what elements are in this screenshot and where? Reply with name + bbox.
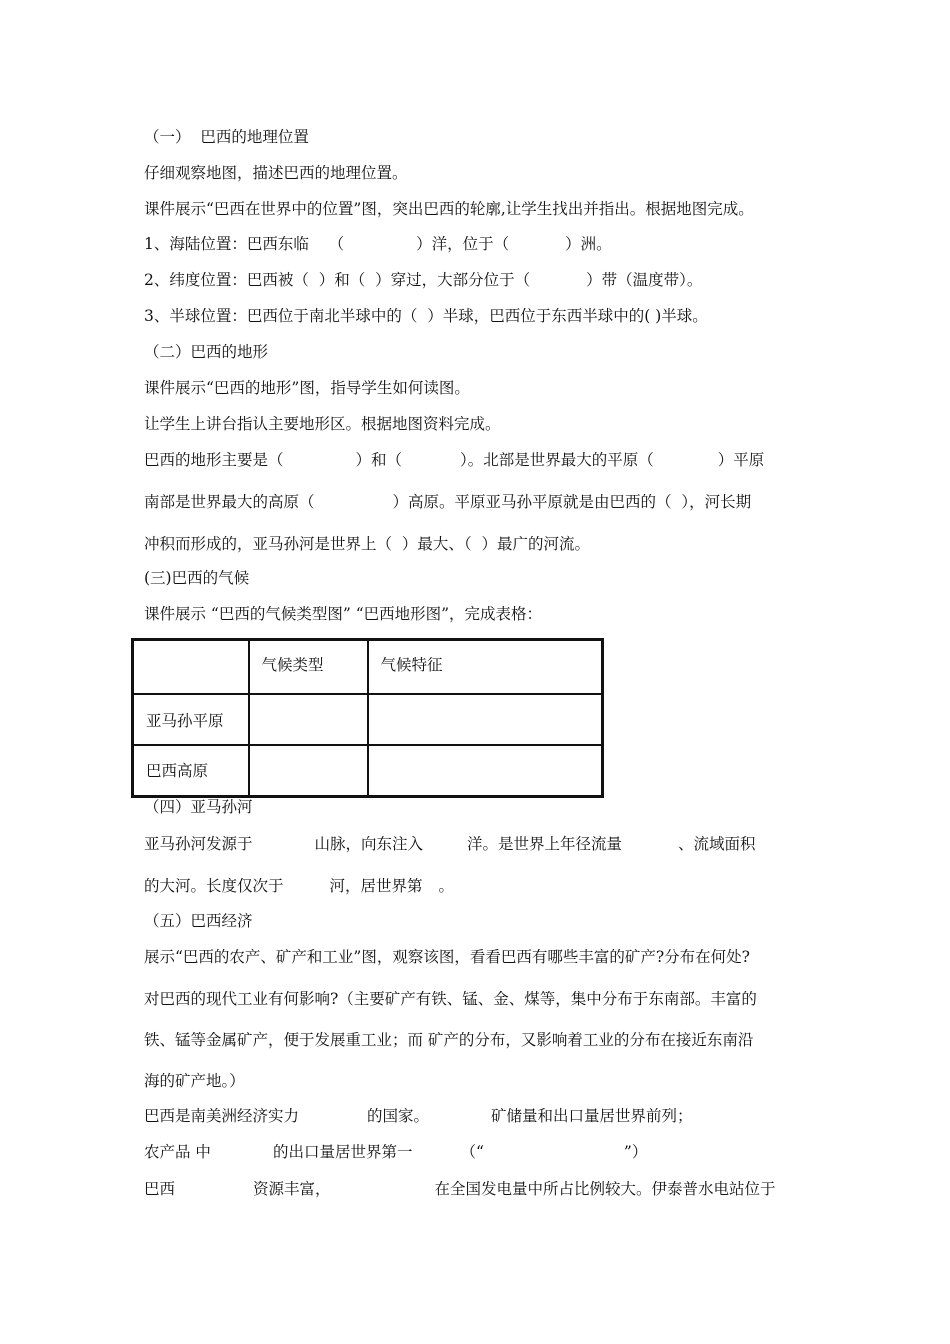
table-cell — [249, 694, 368, 745]
text-run: ）带（温度带）。 — [586, 271, 703, 289]
text-run: 2、纬度位置：巴西被（ ）和（ ）穿过，大部分位于（ — [144, 271, 531, 289]
table-cell — [368, 745, 603, 796]
table-header-row — [133, 640, 603, 695]
paragraph: 仔细观察地图，描述巴西的地理位置。 — [144, 164, 408, 182]
paragraph: 课件展示“巴西在世界中的位置”图，突出巴西的轮廓,让学生找出并指出。根据地图完成。 — [144, 200, 754, 218]
text-run: 1、海陆位置：巴西东临 （ — [144, 235, 345, 253]
table-row — [133, 694, 603, 745]
text-run: 河，居世界第 — [329, 877, 423, 895]
section-heading-location: （一） 巴西的地理位置 — [144, 128, 309, 146]
fill-line — [144, 834, 756, 854]
table-header-climate-type: 气候类型 — [249, 640, 368, 695]
text-run: 的出口量居世界第一 — [272, 1143, 413, 1161]
fill-line — [144, 876, 454, 896]
text-run: 资源丰富， — [253, 1180, 331, 1198]
text-run: 、流域面积 — [678, 835, 756, 853]
text-run: 巴西是南美洲经济实力 — [144, 1107, 300, 1125]
table-cell — [249, 745, 368, 796]
text-run: 山脉，向东注入 — [314, 835, 424, 853]
text-run: ”） — [623, 1143, 648, 1161]
fill-line — [144, 1179, 776, 1199]
fill-line — [144, 1142, 647, 1162]
table-row — [133, 745, 603, 796]
text-run: ）高原。平原亚马孙平原就是由巴西的（ ），河长期 — [392, 493, 752, 511]
text-run: 矿储量和出口量居世界前列； — [491, 1107, 693, 1125]
row-label-brazil-plateau: 巴西高原 — [133, 745, 249, 796]
text-run: 巴西的地形主要是（ — [144, 451, 284, 469]
fill-line — [144, 450, 764, 470]
paragraph: 课件展示 “巴西的气候类型图” “巴西地形图”，完成表格： — [144, 605, 543, 623]
paragraph: 海的矿产地。） — [144, 1072, 245, 1090]
text-run: 的国家。 — [367, 1107, 430, 1125]
paragraph: 对巴西的现代工业有何影响?（主要矿产有铁、锰、金、煤等，集中分布于东南部。丰富的 — [144, 990, 757, 1008]
text-run: 的大河。长度仅次于 — [144, 877, 284, 895]
fill-line — [144, 492, 751, 512]
text-run: 农产品 中 — [144, 1143, 211, 1161]
section-heading-economy: （五）巴西经济 — [144, 912, 253, 930]
paragraph: 课件展示“巴西的地形”图，指导学生如何读图。 — [144, 379, 470, 397]
text-run: 在全国发电量中所占比例较大。伊泰普水电站位于 — [434, 1180, 776, 1198]
table-cell — [368, 694, 603, 745]
text-run: 南部是世界最大的高原（ — [144, 493, 315, 511]
table-header-climate-features: 气候特征 — [368, 640, 603, 695]
table-cell — [133, 640, 249, 695]
text-run: 亚马孙河发源于 — [144, 835, 253, 853]
text-run: （“ — [460, 1143, 484, 1161]
text-run: ）平原 — [717, 451, 765, 469]
question-line — [144, 270, 702, 290]
climate-table — [131, 638, 604, 798]
paragraph: 铁、锰等金属矿产，便于发展重工业；而 矿产的分布，又影响着工业的分布在接近东南沿 — [144, 1031, 754, 1049]
question-line — [144, 234, 612, 254]
text-run: ）。北部是世界最大的平原（ — [460, 451, 654, 469]
fill-line — [144, 1106, 693, 1126]
section-heading-climate: (三)巴西的气候 — [144, 569, 250, 587]
text-run: 巴西 — [144, 1180, 176, 1198]
text-run: 。 — [438, 877, 455, 895]
text-run: ）和（ — [355, 451, 403, 469]
paragraph: 让学生上讲台指认主要地形区。根据地图资料完成。 — [144, 415, 501, 433]
row-label-amazon-plain: 亚马孙平原 — [133, 694, 249, 745]
text-run: ）洋，位于（ — [416, 235, 510, 253]
section-heading-terrain: （二）巴西的地形 — [144, 343, 269, 361]
text-run: 洋。是世界上年径流量 — [467, 835, 623, 853]
paragraph: 展示“巴西的农产、矿产和工业”图，观察该图，看看巴西有哪些丰富的矿产?分布在何处? — [144, 948, 750, 966]
section-heading-amazon-river: （四）亚马孙河 — [144, 798, 253, 816]
fill-line: 冲积而形成的，亚马孙河是世界上（ ）最大、（ ）最广的河流。 — [144, 535, 590, 553]
question-line: 3、半球位置：巴西位于南北半球中的（ ）半球，巴西位于东西半球中的( )半球。 — [144, 307, 708, 325]
text-run: ）洲。 — [565, 235, 612, 253]
